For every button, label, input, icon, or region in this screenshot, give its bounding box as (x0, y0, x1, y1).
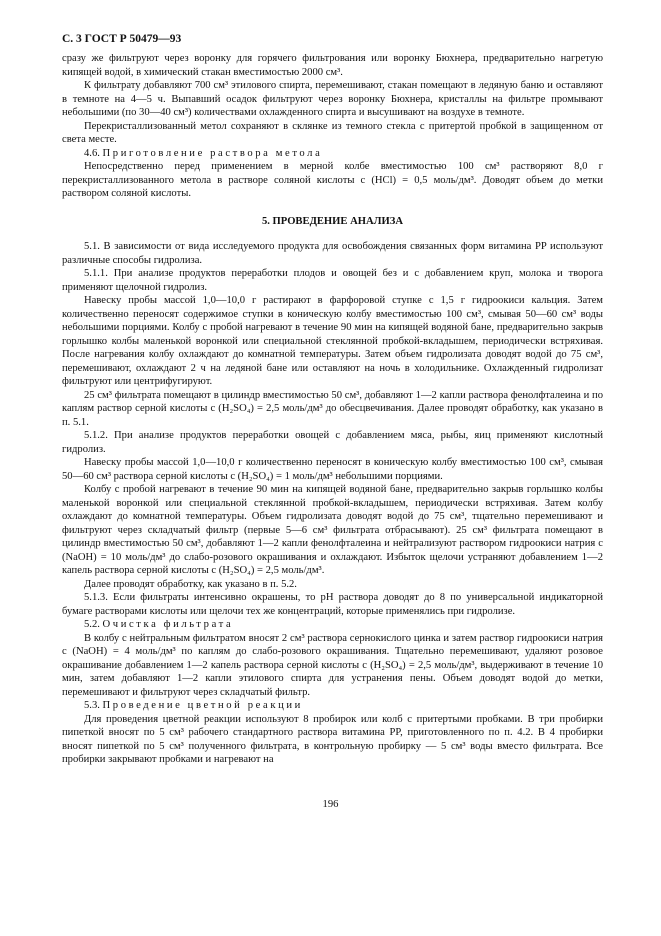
paragraph-5-1-1: 5.1.1. При анализе продуктов переработки плодов и овощей без и с добавлением круп, молока и творога применяют щелочной гидролиз. (62, 268, 603, 293)
subsection-5-3-heading (62, 699, 603, 713)
paragraph-5-1-2-b: Колбу с пробой нагревают в течение 90 мин на кипящей водяной бане, предварительно закрыв горлышко колбы маленькой воронкой или специальной стеклянной пробкой-вкладышем, периодически встряхивая. Затем колбу охлаждают до комнатной температуры. Объем гидролизата доводят водой до 75 см³, тщательно перемешивают и фильтруют через складчатый фильтр (первые 5—6 см³ фильтрата отбрасывают). 25 см³ фильтрата помещают в цилиндр вместимостью 50 см³, добавляют 1—2 капли фенолфталеина и нейтрализуют раствором гидроокиси натрия c (NaOH) = 10 моль/дм³ до слабо-розового окрашивания и охлаждают. Избыток щелочи устраняют добавлением 1—2 капель раствора серной кислоты c (H₂SO₄) = 2,5 моль/дм³. (62, 484, 603, 576)
paragraph-5-1-2-c: Далее проводят обработку, как указано в п. 5.2. (84, 578, 297, 590)
page-number: 196 (322, 799, 339, 810)
subsection-title: Очистка фильтрата (102, 619, 234, 630)
section-title: 5. ПРОВЕДЕНИЕ АНАЛИЗА (261, 215, 404, 227)
subsection-title: Приготовление раствора метола (102, 147, 323, 159)
paragraph-continued: сразу же фильтруют через воронку для горячего фильтрования или воронку Бюхнера, предварительно нагретую кипящей водой, в химический стакан вместимостью 2000 см³. (62, 53, 603, 78)
subsection-title: Проведение цветной реакции (102, 700, 303, 711)
subsection-5-2-heading (62, 618, 603, 632)
paragraph-4-6: Непосредственно перед применением в мерной колбе вместимостью 100 см³ растворяют 8,0 г перекристаллизованного метола в растворе соляной кислоты c (HCl) = 0,5 моль/дм³. Доводят объем до метки раствором соляной кислоты. (62, 161, 603, 199)
paragraph-5-2: В колбу с нейтральным фильтратом вносят 2 см³ раствора сернокислого цинка и затем раствор гидроокиси натрия c (NaOH) = 4 моль/дм³ по каплям до слабо-розового окрашивания. Тщательно перемешивают, удаляют розовое окрашивание добавлением 1—2 капель раствора серной кислоты c (H₂SO₄) = 2,5 моль/дм³, выдерживают в течение 10 мин, затем добавляют 1—2 капли этилового спирта для устранения пены. Объем доводят водой до метки, перемешивают и фильтруют через складчатый фильтр. (62, 632, 603, 698)
subsection-number: 4.6. (84, 147, 100, 159)
paragraph-storage: Перекристаллизованный метол сохраняют в склянке из темного стекла с притертой пробкой в защищенном от света месте. (62, 120, 603, 145)
paragraph-5-1-2: 5.1.2. При анализе продуктов переработки овощей с добавлением мяса, рыбы, яиц применяют кислотный гидролиз. (62, 430, 603, 455)
paragraph-5-1-1-a: Навеску пробы массой 1,0—10,0 г растирают в фарфоровой ступке с 1,5 г гидроокиси кальция. Затем количественно переносят содержимое ступки в коническую колбу вместимостью 100 см³, смывая 50—60 см³ воды небольшими порциями. Колбу с пробой нагревают в течение 90 мин на кипящей водяной бане, предварительно закрыв горлышко колбы маленькой воронкой или специальной стеклянной пробкой-вкладышем, периодически встряхивая. После нагревания колбу охлаждают до комнатной температуры. Затем объем гидролизата доводят водой до 75 см³, перемешивают, охлаждают 2 ч на ледяной бане или оставляют на ночь в холодильнике. Охлажденный гидролизат фильтруют или центрифугируют. (62, 295, 603, 387)
paragraph-5-1-2-a: Навеску пробы массой 1,0—10,0 г количественно переносят в коническую колбу вместимостью 100 см³, смывая 50—60 см³ раствора серной кислоты c (H₂SO₄) = 1 моль/дм³ небольшими порциями. (62, 457, 603, 482)
paragraph-5-1-1-b: 25 см³ фильтрата помещают в цилиндр вместимостью 50 см³, добавляют 1—2 капли раствора фенолфталеина и по каплям раствор серной кислоты c (H₂SO₄) = 2,5 моль/дм³ до обесцвечивания. Далее проводят обработку, как указано в п. 5.1. (62, 389, 603, 428)
subsection-4-6-heading (62, 147, 603, 161)
page-header: С. 3 ГОСТ Р 50479—93 (62, 33, 182, 45)
paragraph-5-3: Для проведения цветной реакции используют 8 пробирок или колб с притертыми пробками. В три пробирки пипеткой вносят по 5 см³ рабочего стандартного раствора витамина PP, приготовленного по п. 4.2. В 4 пробирки вносят пипеткой по 5 см³ полученного фильтрата, в контрольную пробирку — 5 см³ воды вместо фильтрата. Все пробирки закрывают пробками и нагревают на (62, 713, 603, 765)
subsection-number: 5.3. (84, 700, 100, 711)
subsection-number: 5.2. (84, 619, 100, 630)
paragraph-alcohol: К фильтрату добавляют 700 см³ этилового спирта, перемешивают, стакан помещают в ледяную баню и оставляют в темноте на 4—5 ч. Выпавший осадок фильтруют через воронку Бюхнера, кристаллы на фильтре промывают небольшими (по 30—40 см³) количествами охлажденного спирта и высушивают на воздухе в темноте. (62, 80, 603, 118)
paragraph-5-1: 5.1. В зависимости от вида исследуемого продукта для освобождения связанных форм витамина PP используют различные способы гидролиза. (62, 241, 603, 266)
paragraph-5-1-3: 5.1.3. Если фильтраты интенсивно окрашены, то pH раствора доводят до 8 по универсальной индикаторной бумаге растворами кислоты или щелочи тех же концентраций, которые применялись при гидролизе. (62, 592, 603, 617)
